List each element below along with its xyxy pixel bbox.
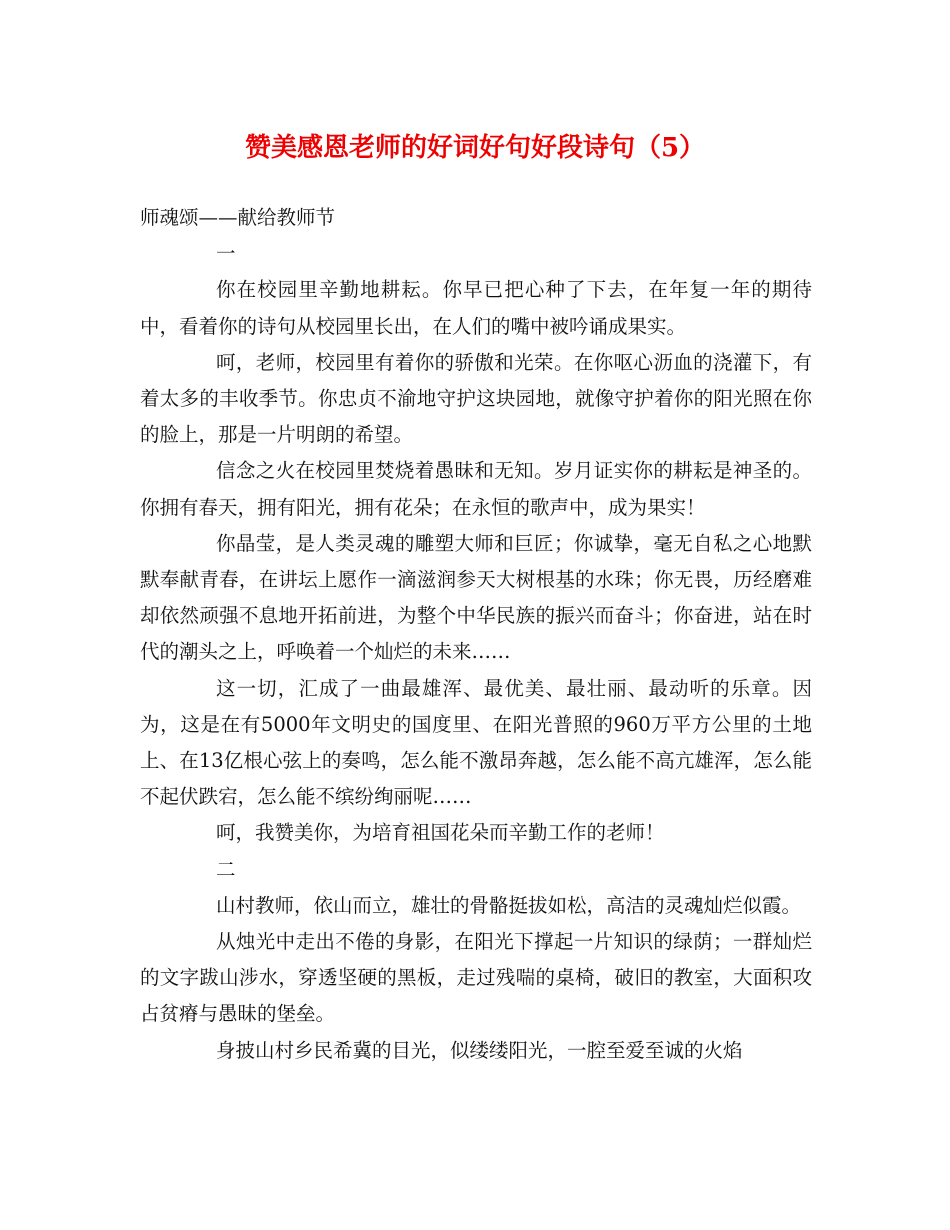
section-heading-one: 一	[216, 242, 236, 266]
paragraph: 山村教师，依山而立，雄壮的骨骼挺拔如松，高洁的灵魂灿烂似霞。	[216, 893, 802, 917]
poem-subtitle: 师魂颂——献给教师节	[140, 206, 336, 229]
section-heading-two: 二	[216, 857, 236, 881]
paragraph: 你在校园里辛勤地耕耘。你早已把心种了下去，在年复一年的期待中，看着你的诗句从校园里长出，在人们的嘴中被吟诵成果实。	[140, 278, 812, 338]
document-body	[140, 200, 812, 1069]
paragraph: 你晶莹，是人类灵魂的雕塑大师和巨匠；你诚挚，毫无自私之心地默默奉献青春，在讲坛上愿作一滴滋润参天大树根基的水珠；你无畏，历经磨难却依然顽强不息地开拓前进，为整个中华民族的振兴而奋斗；你奋进，站在时代的潮头之上，呼唤着一个灿烂的未来……	[140, 531, 812, 664]
paragraph: 信念之火在校园里焚烧着愚昧和无知。岁月证实你的耕耘是神圣的。你拥有春天，拥有阳光，拥有花朵；在永恒的歌声中，成为果实！	[140, 459, 812, 519]
paragraph: 这一切，汇成了一曲最雄浑、最优美、最壮丽、最动听的乐章。因为，这是在有5000年文明史的国度里、在阳光普照的960万平方公里的土地上、在13亿根心弦上的奏鸣，怎么能不激昂奔越，怎么能不高亢雄浑，怎么能不起伏跌宕，怎么能不缤纷绚丽呢……	[140, 676, 812, 809]
document-title: 赞美感恩老师的好词好句好段诗句（5）	[244, 133, 706, 163]
paragraph: 身披山村乡民希冀的目光，似缕缕阳光，一腔至爱至诚的火焰	[216, 1038, 743, 1062]
paragraph: 呵，老师，校园里有着你的骄傲和光荣。在你呕心沥血的浇灌下，有着太多的丰收季节。你忠贞不渝地守护这块园地，就像守护着你的阳光照在你的脸上，那是一片明朗的希望。	[140, 350, 812, 447]
paragraph: 从烛光中走出不倦的身影，在阳光下撑起一片知识的绿荫；一群灿烂的文字跋山涉水，穿透坚硬的黑板，走过残喘的桌椅，破旧的教室，大面积攻占贫瘠与愚昧的堡垒。	[140, 930, 812, 1026]
paragraph: 呵，我赞美你，为培育祖国花朵而辛勤工作的老师！	[216, 821, 665, 845]
